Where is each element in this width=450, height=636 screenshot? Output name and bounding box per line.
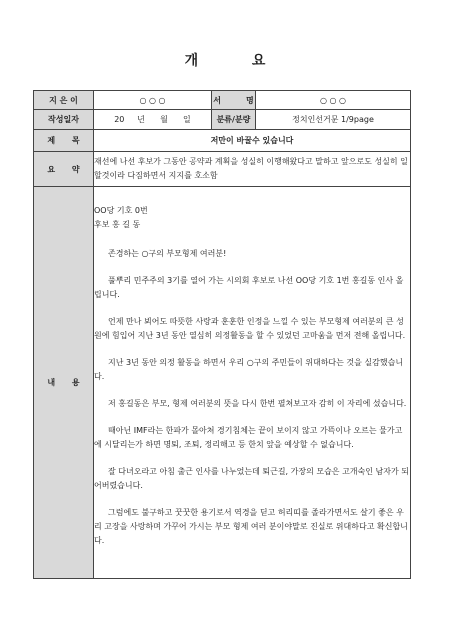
row-summary [34, 152, 411, 187]
paragraph-4: 지난 3년 동안 의정 활동을 하면서 우리 ○구의 주민들이 위대하다는 것을 실감했습니다. [94, 358, 404, 381]
party-number: OO당 기호 0번 [94, 206, 148, 215]
paragraph-8: 그럼에도 불구하고 꿋꿋한 용기로서 역경을 딛고 허리띠를 졸라가면서도 살기 좋은 우리 고장을 사랑하며 가꾸어 가시는 부모 형제 여러 분이야말로 진실로 위대하다고 확신합니다. [94, 508, 408, 545]
document-title [0, 50, 450, 70]
row-content [34, 187, 411, 579]
subject-value: 저만이 바꿀수 있습니다 [94, 130, 411, 152]
content-body [94, 187, 411, 579]
name-value: ○ ○ ○ [256, 91, 411, 110]
date-label: 작성일자 [34, 110, 94, 130]
author-label: 지 은 이 [34, 91, 94, 110]
date-value: 20 년 월 일 [94, 110, 212, 130]
paragraph-3: 언제 만나 뵈어도 따뜻한 사랑과 훈훈한 인정을 느낄 수 있는 부모형제 여러분의 큰 성원에 힘입어 지난 3년 동안 열심히 의정활동을 할 수 있었던 고마움을 먼저 전해 올립니다. [94, 317, 406, 340]
paragraph-1: 존경하는 ○구의 부모형제 여러분! [108, 249, 227, 258]
category-value: 정치인선거문 1/9page [256, 110, 411, 130]
paragraph-6: 때아닌 IMF라는 한파가 몰아쳐 경기침체는 끝이 보이지 않고 가뜩이나 오르는 물가고에 시달리는가 하면 명퇴, 조퇴, 정리해고 등 한치 앞을 예상할 수 없습니다. [94, 426, 403, 449]
candidate-info [94, 204, 410, 232]
summary-value: 재선에 나선 후보가 그동안 공약과 계획을 성실히 이행해왔다고 말하고 앞으로도 성실히 일할것이라 다짐하면서 지지를 호소함 [94, 152, 411, 187]
paragraph-2: 풀뿌리 민주주의 3기를 열어 가는 시의회 후보로 나선 OO당 기호 1번 홍길동 인사 올립니다. [94, 276, 404, 299]
subject-label: 제 목 [34, 130, 94, 152]
candidate-name: 후보 홍 길 동 [94, 220, 141, 229]
paragraph-5: 저 홍길동은 부모, 형제 여러분의 뜻을 다시 한번 펼쳐보고자 감히 이 자리에 섰습니다. [108, 399, 407, 408]
summary-form [33, 90, 411, 579]
paragraph-7: 잘 다녀오라고 아침 출근 인사를 나누었는데 퇴근길, 가장의 모습은 고개숙인 남자가 되어버렸습니다. [94, 467, 409, 490]
author-value: ○ ○ ○ [94, 91, 212, 110]
content-label: 내 용 [34, 187, 94, 579]
name-label: 서 명 [212, 91, 256, 110]
summary-label: 요 약 [34, 152, 94, 187]
title-char-1: 개 [184, 53, 199, 69]
row-author [34, 91, 411, 110]
category-label: 분류/분량 [212, 110, 256, 130]
title-char-2: 요 [251, 53, 266, 69]
row-date [34, 110, 411, 130]
row-subject [34, 130, 411, 152]
